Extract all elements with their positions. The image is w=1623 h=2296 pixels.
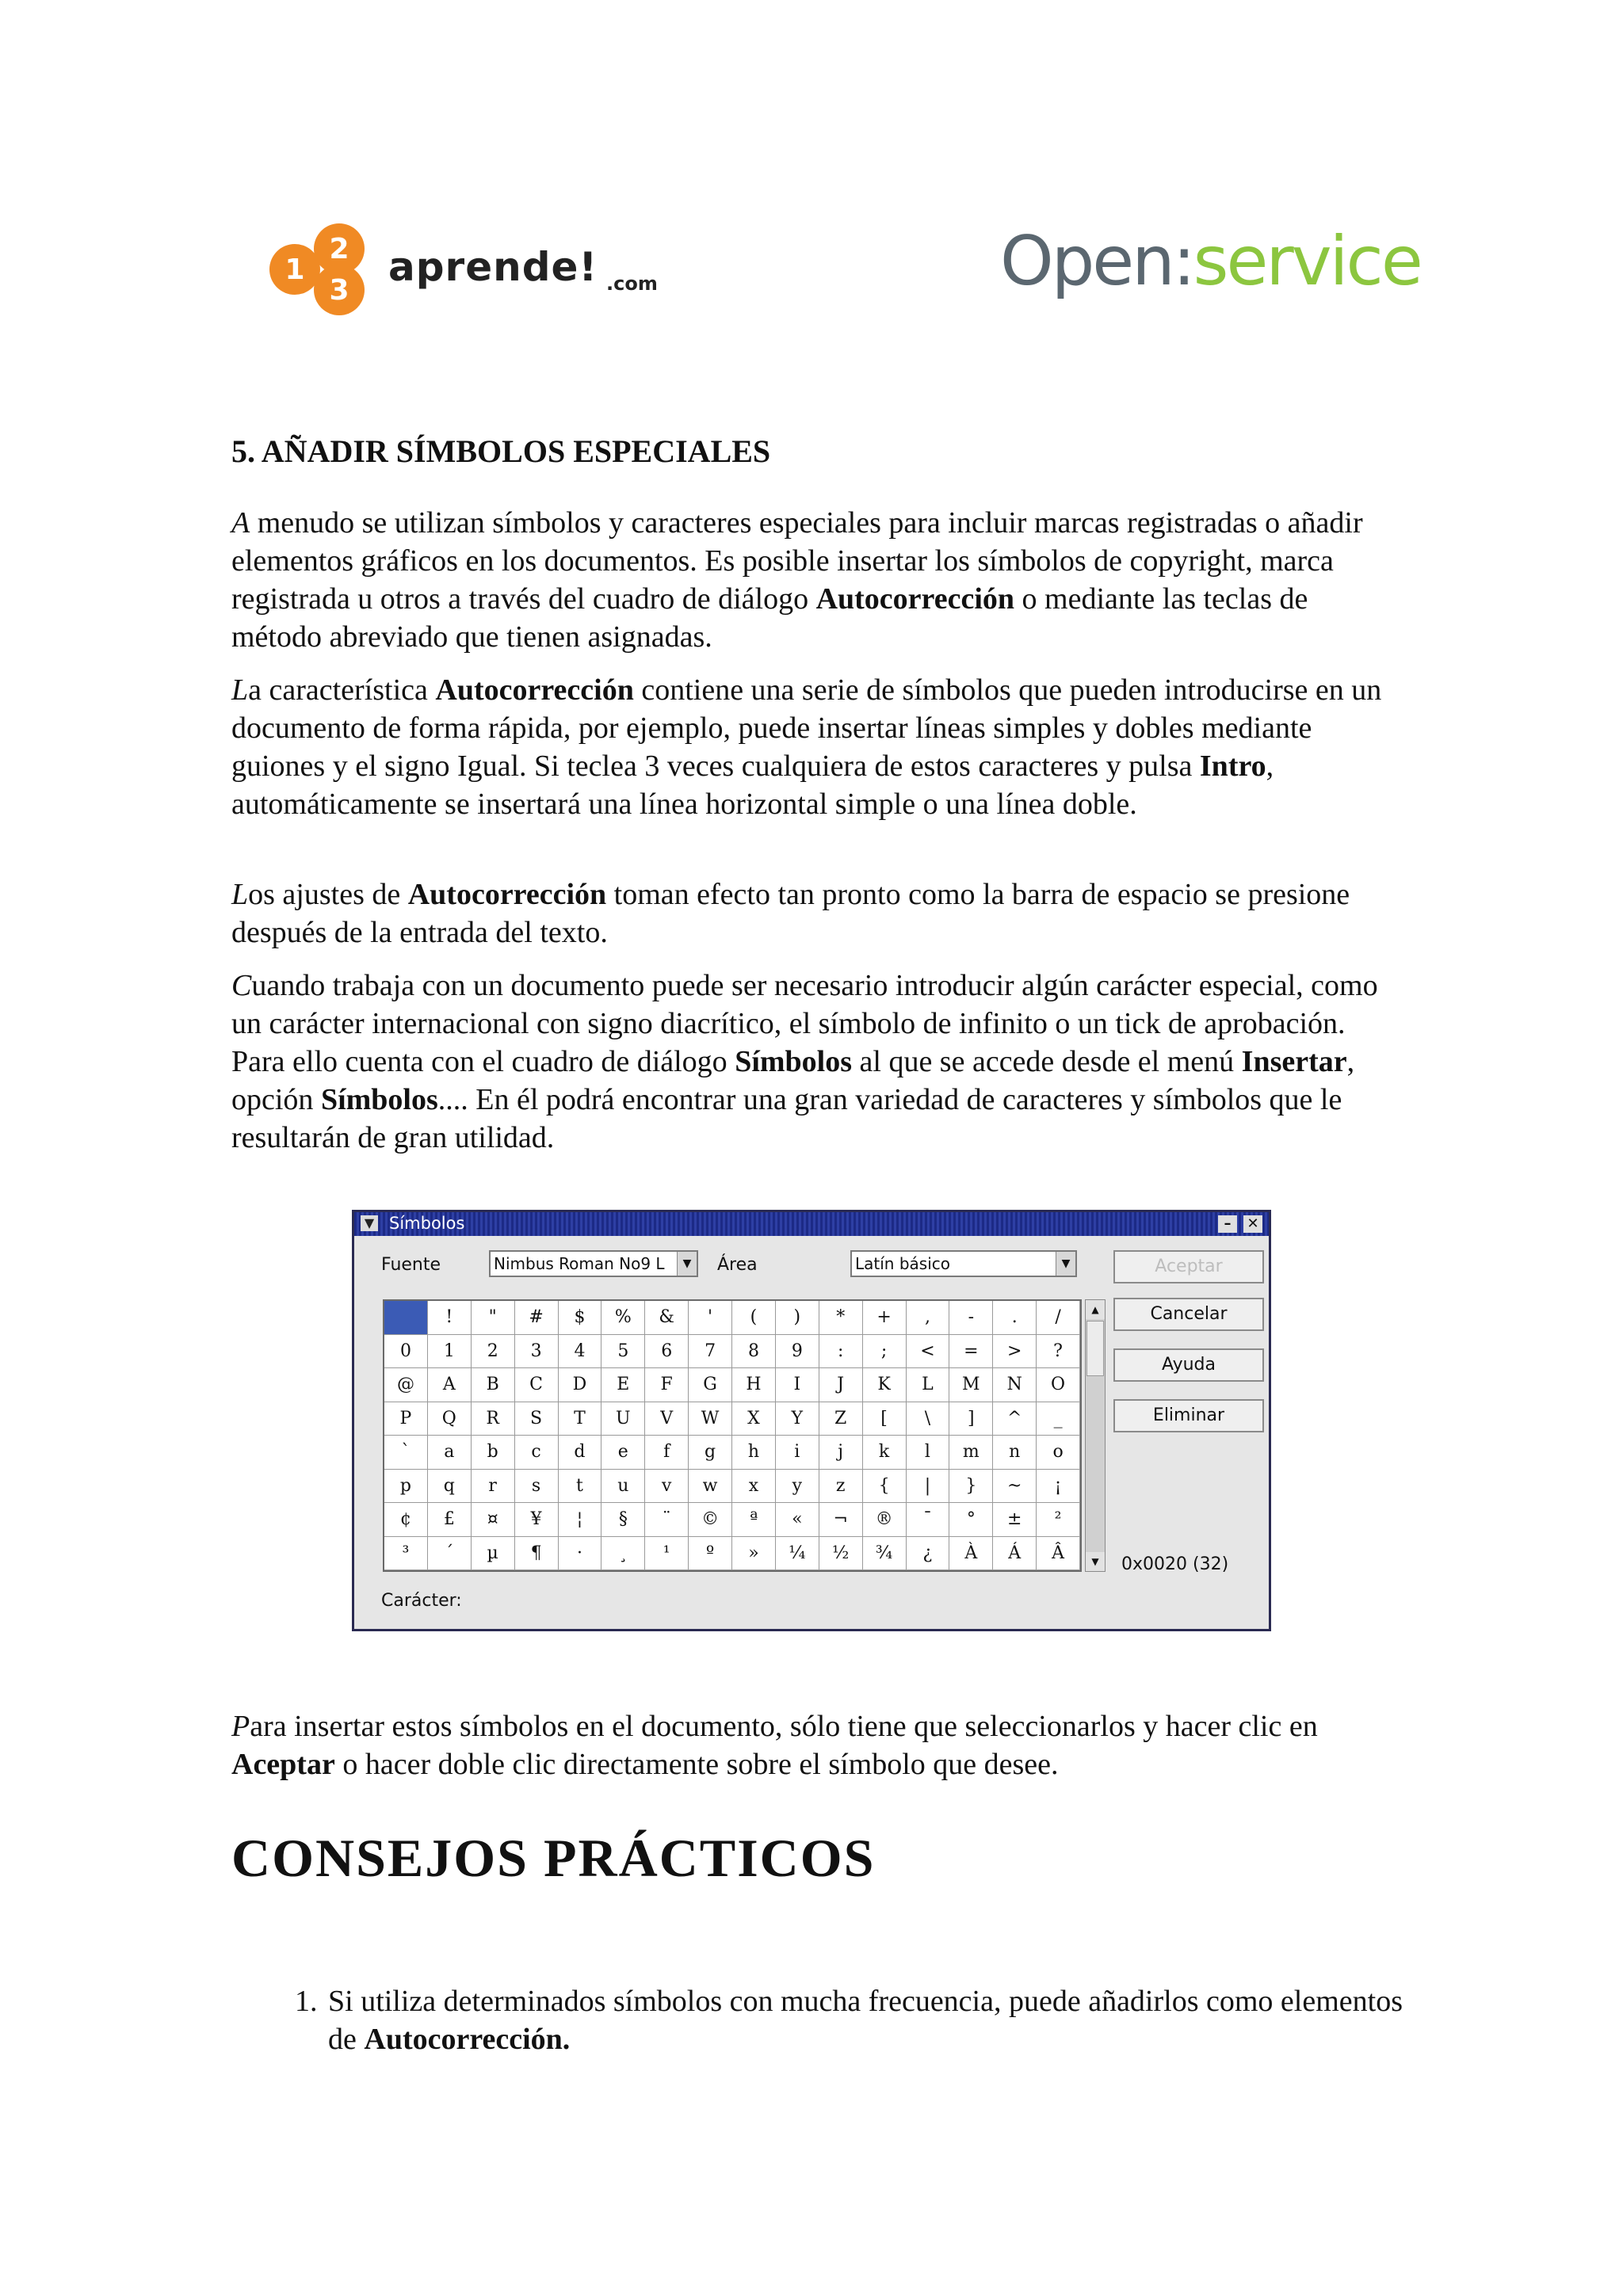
symbol-cell[interactable]: ± xyxy=(993,1503,1037,1537)
logo-exclamation: ! xyxy=(579,244,598,290)
symbol-cell[interactable]: § xyxy=(601,1503,645,1537)
bold-term: Autocorrección xyxy=(435,673,634,707)
symbols-dialog xyxy=(352,1210,1271,1631)
character-code: 0x0020 (32) xyxy=(1121,1554,1229,1574)
symbol-cell[interactable]: [ xyxy=(863,1402,907,1436)
text-run: .... En él podrá encontrar una gran variedad de caracteres y símbolos que le resultarán de gran utilidad. xyxy=(231,1083,1342,1154)
symbol-cell[interactable]: _ xyxy=(1037,1402,1080,1436)
symbol-cell[interactable]: r xyxy=(472,1470,515,1504)
symbol-cell[interactable]: ¥ xyxy=(515,1503,559,1537)
symbol-cell[interactable]: I xyxy=(776,1368,819,1402)
symbol-cell[interactable]: o xyxy=(1037,1436,1080,1470)
symbol-cell[interactable]: ¬ xyxy=(819,1503,863,1537)
symbol-cell[interactable]: ' xyxy=(689,1301,732,1335)
symbol-cell[interactable]: ¡ xyxy=(1037,1470,1080,1504)
symbol-cell[interactable]: G xyxy=(689,1368,732,1402)
text-run: ara insertar estos símbolos en el documento, sólo tiene que seleccionarlos y hacer clic en xyxy=(250,1710,1318,1743)
symbol-cell[interactable]: J xyxy=(819,1368,863,1402)
symbol-cell[interactable]: ( xyxy=(732,1301,776,1335)
symbol-cell[interactable]: ´ xyxy=(428,1537,472,1571)
symbol-cell[interactable]: % xyxy=(601,1301,645,1335)
logo-word xyxy=(388,244,598,290)
symbol-cell[interactable]: $ xyxy=(559,1301,602,1335)
symbol-cell[interactable]: > xyxy=(993,1335,1037,1369)
logo-openservice xyxy=(1000,222,1421,301)
symbol-cell[interactable]: * xyxy=(819,1301,863,1335)
scroll-down-icon[interactable]: ▼ xyxy=(1086,1552,1105,1571)
symbol-cell[interactable]: . xyxy=(993,1301,1037,1335)
bold-term: Autocorrección xyxy=(815,582,1015,616)
logo-circle-2: 2 xyxy=(314,223,365,274)
symbol-cell[interactable]: , xyxy=(907,1301,950,1335)
symbol-cell[interactable]: O xyxy=(1037,1368,1080,1402)
symbol-cell[interactable]: ^ xyxy=(993,1402,1037,1436)
symbol-cell[interactable]: l xyxy=(907,1436,950,1470)
symbol-cell[interactable]: 0 xyxy=(384,1335,428,1369)
paragraph-5 xyxy=(231,1707,1400,1783)
logo-open-text: Open: xyxy=(1000,222,1193,301)
bold-term: Autocorrección xyxy=(407,878,607,911)
symbol-cell[interactable]: ¾ xyxy=(863,1537,907,1571)
symbol-cell[interactable]: 3 xyxy=(515,1335,559,1369)
symbol-cell[interactable]: ¤ xyxy=(472,1503,515,1537)
symbol-cell[interactable]: S xyxy=(515,1402,559,1436)
symbol-cell[interactable]: x xyxy=(732,1470,776,1504)
symbol-cell[interactable]: h xyxy=(732,1436,776,1470)
symbol-cell[interactable]: º xyxy=(689,1537,732,1571)
symbol-cell[interactable]: E xyxy=(601,1368,645,1402)
symbol-cell[interactable]: ] xyxy=(949,1402,993,1436)
logo-circle-3: 3 xyxy=(314,265,365,315)
drop-letter: L xyxy=(231,878,249,911)
drop-letter: A xyxy=(231,506,250,540)
symbol-cell[interactable]: Y xyxy=(776,1402,819,1436)
symbol-cell[interactable]: 7 xyxy=(689,1335,732,1369)
symbol-cell[interactable]: i xyxy=(776,1436,819,1470)
symbol-cell[interactable]: £ xyxy=(428,1503,472,1537)
symbol-cell[interactable]: & xyxy=(645,1301,689,1335)
symbol-cell[interactable]: ³ xyxy=(384,1537,428,1571)
symbol-cell[interactable]: n xyxy=(993,1436,1037,1470)
text-run: toman efecto tan pronto como la barra de espacio se presione después de la entrada del texto. xyxy=(231,878,1350,949)
symbol-cell[interactable]: { xyxy=(863,1470,907,1504)
font-label: Fuente xyxy=(381,1255,441,1275)
symbol-cell[interactable]: e xyxy=(601,1436,645,1470)
minimize-icon[interactable]: – xyxy=(1218,1215,1237,1233)
symbol-cell[interactable]: g xyxy=(689,1436,732,1470)
symbol-cell[interactable]: ² xyxy=(1037,1503,1080,1537)
symbol-cell[interactable]: ½ xyxy=(819,1537,863,1571)
symbol-cell[interactable]: U xyxy=(601,1402,645,1436)
symbol-cell[interactable]: b xyxy=(472,1436,515,1470)
scroll-thumb[interactable] xyxy=(1086,1321,1104,1376)
bold-term: Símbolos xyxy=(735,1045,853,1078)
symbol-cell[interactable]: @ xyxy=(384,1368,428,1402)
symbol-cell[interactable]: « xyxy=(776,1503,819,1537)
scroll-up-icon[interactable]: ▲ xyxy=(1086,1300,1105,1319)
symbol-cell[interactable]: ¶ xyxy=(515,1537,559,1571)
bold-term: Insertar xyxy=(1241,1045,1347,1078)
symbol-cell[interactable]: + xyxy=(863,1301,907,1335)
symbol-cell[interactable]: t xyxy=(559,1470,602,1504)
symbol-cell[interactable]: ¸ xyxy=(601,1537,645,1571)
symbol-cell[interactable]: R xyxy=(472,1402,515,1436)
drop-letter: C xyxy=(231,969,252,1002)
grid-scrollbar[interactable] xyxy=(1085,1299,1106,1572)
text-run: , automáticamente se insertará una línea horizontal simple o una línea doble. xyxy=(231,749,1274,821)
symbol-cell[interactable]: ¨ xyxy=(645,1503,689,1537)
text-run: menudo se utilizan símbolos y caracteres especiales para incluir marcas registradas o añadir elementos gráficos en los documentos. Es posible insertar los símbolos de copyright, marca registrada u otros a través del cuadro de diálogo xyxy=(231,506,1363,616)
text-run: , opción xyxy=(231,1045,1355,1116)
symbol-cell[interactable]: N xyxy=(993,1368,1037,1402)
text-run: o hacer doble clic directamente sobre el símbolo que desee. xyxy=(334,1748,1059,1781)
area-select[interactable] xyxy=(850,1250,1077,1277)
symbol-cell[interactable]: ° xyxy=(949,1503,993,1537)
text-run: al que se accede desde el menú xyxy=(852,1045,1242,1078)
dialog-title: Símbolos xyxy=(389,1214,465,1233)
text-run: Si utiliza determinados símbolos con mucha frecuencia, puede añadirlos como elementos de xyxy=(328,1985,1403,2056)
text-run: os ajustes de xyxy=(248,878,408,911)
logo-service-text: service xyxy=(1193,222,1421,301)
symbol-cell[interactable]: A xyxy=(428,1368,472,1402)
symbol-cell[interactable]: - xyxy=(949,1301,993,1335)
paragraph-2 xyxy=(231,671,1400,823)
symbol-cell[interactable]: : xyxy=(819,1335,863,1369)
symbol-cell[interactable]: s xyxy=(515,1470,559,1504)
symbol-cell[interactable]: À xyxy=(949,1537,993,1571)
symbol-cell[interactable]: B xyxy=(472,1368,515,1402)
symbol-cell[interactable]: ¯ xyxy=(907,1503,950,1537)
symbol-cell[interactable]: Á xyxy=(993,1537,1037,1571)
symbol-cell[interactable]: q xyxy=(428,1470,472,1504)
chevron-down-icon[interactable]: ▼ xyxy=(677,1252,697,1276)
symbol-cell[interactable]: m xyxy=(949,1436,993,1470)
symbol-cell[interactable]: 8 xyxy=(732,1335,776,1369)
symbol-cell[interactable]: 4 xyxy=(559,1335,602,1369)
paragraph-1 xyxy=(231,504,1400,656)
symbol-cell[interactable]: 6 xyxy=(645,1335,689,1369)
symbol-cell[interactable]: ; xyxy=(863,1335,907,1369)
symbol-cell[interactable]: y xyxy=(776,1470,819,1504)
symbol-cell[interactable]: f xyxy=(645,1436,689,1470)
bold-term: Autocorrección. xyxy=(364,2023,571,2056)
logo-circle-1: 1 xyxy=(269,244,320,295)
symbol-cell[interactable]: ¹ xyxy=(645,1537,689,1571)
symbol-cell[interactable]: L xyxy=(907,1368,950,1402)
list-text xyxy=(328,1982,1406,2058)
symbol-cell[interactable]: \ xyxy=(907,1402,950,1436)
symbol-cell[interactable]: 2 xyxy=(472,1335,515,1369)
symbol-cell[interactable]: ® xyxy=(863,1503,907,1537)
symbol-cell[interactable]: P xyxy=(384,1402,428,1436)
symbol-cell[interactable]: / xyxy=(1037,1301,1080,1335)
symbol-cell[interactable]: T xyxy=(559,1402,602,1436)
symbol-cell[interactable]: ) xyxy=(776,1301,819,1335)
symbol-cell[interactable]: d xyxy=(559,1436,602,1470)
area-select-value: Latín básico xyxy=(855,1254,950,1273)
cancel-button[interactable]: Cancelar xyxy=(1113,1298,1264,1331)
symbol-cell[interactable]: K xyxy=(863,1368,907,1402)
symbol-cell[interactable]: Q xyxy=(428,1402,472,1436)
symbol-cell[interactable]: v xyxy=(645,1470,689,1504)
logo-123aprende xyxy=(269,223,682,318)
tips-heading: CONSEJOS PRÁCTICOS xyxy=(231,1828,876,1888)
bold-term: Aceptar xyxy=(231,1748,335,1781)
area-label: Área xyxy=(717,1255,758,1275)
symbol-cell[interactable]: ! xyxy=(428,1301,472,1335)
symbol-cell[interactable]: D xyxy=(559,1368,602,1402)
symbol-cell[interactable]: F xyxy=(645,1368,689,1402)
symbol-cell[interactable]: M xyxy=(949,1368,993,1402)
symbol-cell[interactable]: # xyxy=(515,1301,559,1335)
symbol-cell[interactable]: c xyxy=(515,1436,559,1470)
font-select[interactable] xyxy=(489,1250,698,1277)
symbol-cell[interactable]: © xyxy=(689,1503,732,1537)
bold-term: Símbolos xyxy=(320,1083,438,1116)
symbol-cell[interactable]: W xyxy=(689,1402,732,1436)
symbol-cell[interactable] xyxy=(384,1301,428,1335)
text-run: uando trabaja con un documento puede ser necesario introducir algún carácter especial, como un carácter internacional con signo diacrítico, el símbolo de infinito o un tick de aprobación. Para ello cuenta con el cuadro de diálogo xyxy=(231,969,1378,1078)
text-run: a característica xyxy=(248,673,436,707)
list-number: 1. xyxy=(295,1985,318,2018)
bold-term: Intro xyxy=(1199,749,1266,783)
symbol-cell[interactable]: < xyxy=(907,1335,950,1369)
symbol-cell[interactable]: k xyxy=(863,1436,907,1470)
symbol-cell[interactable]: ¦ xyxy=(559,1503,602,1537)
font-select-value: Nimbus Roman No9 L xyxy=(494,1254,665,1273)
symbol-cell[interactable]: " xyxy=(472,1301,515,1335)
symbol-cell[interactable]: = xyxy=(949,1335,993,1369)
dialog-titlebar[interactable] xyxy=(354,1212,1269,1236)
symbol-cell[interactable]: ` xyxy=(384,1436,428,1470)
symbol-cell[interactable]: } xyxy=(949,1470,993,1504)
symbol-cell[interactable]: µ xyxy=(472,1537,515,1571)
symbol-cell[interactable]: H xyxy=(732,1368,776,1402)
logo-word-text: aprende xyxy=(388,244,579,290)
accept-button[interactable]: Aceptar xyxy=(1113,1250,1264,1283)
logo-domain: .com xyxy=(606,273,658,295)
text-run: o mediante las teclas de método abreviado que tienen asignadas. xyxy=(231,582,1308,654)
symbol-cell[interactable]: X xyxy=(732,1402,776,1436)
symbol-cell[interactable]: 5 xyxy=(601,1335,645,1369)
symbol-cell[interactable]: z xyxy=(819,1470,863,1504)
symbol-cell[interactable]: j xyxy=(819,1436,863,1470)
character-label: Carácter: xyxy=(381,1591,462,1611)
symbol-cell[interactable]: ¢ xyxy=(384,1503,428,1537)
symbol-cell[interactable]: a xyxy=(428,1436,472,1470)
chevron-down-icon[interactable]: ▼ xyxy=(361,1215,378,1231)
help-button[interactable]: Ayuda xyxy=(1113,1348,1264,1382)
symbol-cell[interactable]: Â xyxy=(1037,1537,1080,1571)
symbol-cell[interactable]: Z xyxy=(819,1402,863,1436)
text-run: contiene una serie de símbolos que pueden introducirse en un documento de forma rápida, por ejemplo, puede insertar líneas simples y dobles mediante guiones y el signo Igual. Si teclea 3 veces cualquiera de estos caracteres y pulsa xyxy=(231,673,1382,783)
symbol-cell[interactable]: | xyxy=(907,1470,950,1504)
symbol-grid[interactable] xyxy=(383,1299,1082,1572)
symbol-cell[interactable]: ¿ xyxy=(907,1537,950,1571)
symbol-cell[interactable]: C xyxy=(515,1368,559,1402)
symbol-cell[interactable]: » xyxy=(732,1537,776,1571)
symbol-cell[interactable]: ª xyxy=(732,1503,776,1537)
section-heading: 5. AÑADIR SÍMBOLOS ESPECIALES xyxy=(231,433,771,469)
drop-letter: L xyxy=(231,673,249,707)
symbol-cell[interactable]: ~ xyxy=(993,1470,1037,1504)
symbol-cell[interactable]: · xyxy=(559,1537,602,1571)
symbol-cell[interactable]: 9 xyxy=(776,1335,819,1369)
symbol-cell[interactable]: ? xyxy=(1037,1335,1080,1369)
symbol-cell[interactable]: ¼ xyxy=(776,1537,819,1571)
symbol-cell[interactable]: w xyxy=(689,1470,732,1504)
symbol-cell[interactable]: u xyxy=(601,1470,645,1504)
chevron-down-icon[interactable]: ▼ xyxy=(1056,1252,1075,1276)
paragraph-3 xyxy=(231,875,1400,952)
symbol-cell[interactable]: V xyxy=(645,1402,689,1436)
close-icon[interactable]: ✕ xyxy=(1243,1215,1262,1233)
drop-letter: P xyxy=(231,1710,250,1743)
symbol-cell[interactable]: p xyxy=(384,1470,428,1504)
symbol-cell[interactable]: 1 xyxy=(428,1335,472,1369)
paragraph-4 xyxy=(231,967,1400,1157)
delete-button[interactable]: Eliminar xyxy=(1113,1399,1264,1432)
